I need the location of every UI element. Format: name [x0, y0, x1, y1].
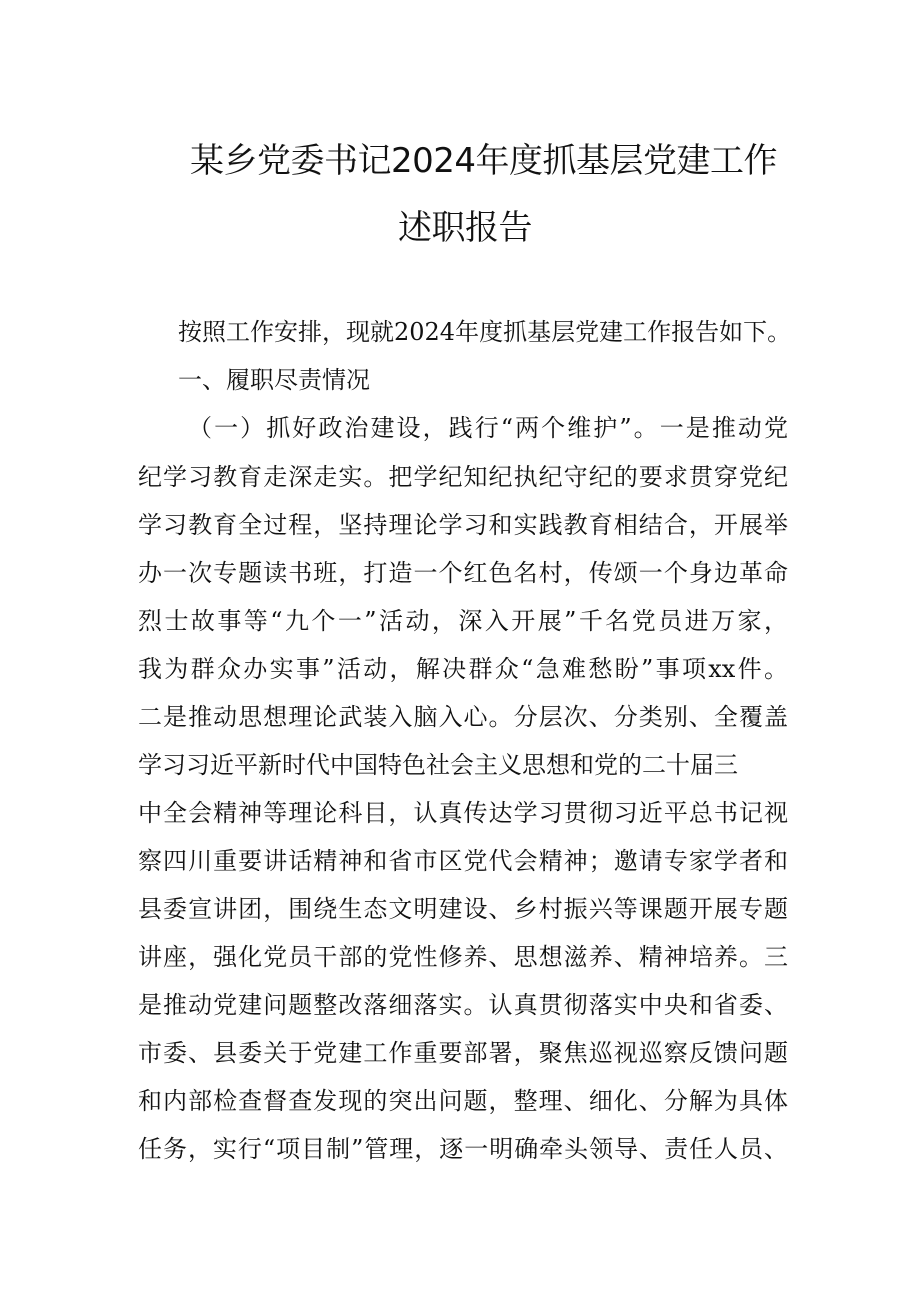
document-title-line-2: 述职报告: [398, 208, 532, 248]
body-line: 学习习近平新时代中国特色社会主义思想和党的二十届三: [138, 751, 738, 779]
paragraph-intro: 按照工作安排，现就2024年度抓基层党建工作报告如下。: [178, 318, 792, 346]
body-line: 察四川重要讲话精神和省市区党代会精神；邀请专家学者和: [138, 847, 788, 875]
body-line: 和内部检查督查发现的突出问题，整理、细化、分解为具体: [138, 1087, 788, 1115]
document-title-line-1: 某乡党委书记2024年度抓基层党建工作: [190, 141, 778, 181]
body-line: 中全会精神等理论科目，认真传达学习贯彻习近平总书记视: [138, 799, 788, 827]
body-line: 我为群众办实事”活动，解决群众“急难愁盼”事项xx件。: [138, 655, 788, 683]
body-line: 二是推动思想理论武装入脑入心。分层次、分类别、全覆盖: [138, 703, 788, 731]
body-line: 是推动党建问题整改落细落实。认真贯彻落实中央和省委、: [138, 991, 788, 1019]
body-line: 市委、县委关于党建工作重要部署，聚焦巡视巡察反馈问题: [138, 1039, 788, 1067]
section-heading: 一、履职尽责情况: [178, 366, 370, 394]
body-line: 办一次专题读书班，打造一个红色名村，传颂一个身边革命: [138, 559, 788, 587]
body-line: 县委宣讲团，围绕生态文明建设、乡村振兴等课题开展专题: [138, 895, 788, 923]
body-line: （一）抓好政治建设，践行“两个维护”。一是推动党: [188, 414, 788, 442]
body-line: 任务，实行“项目制”管理，逐一明确牵头领导、责任人员、: [138, 1135, 788, 1163]
body-line: 纪学习教育走深走实。把学纪知纪执纪守纪的要求贯穿党纪: [138, 463, 788, 491]
body-line: 烈士故事等“九个一”活动，深入开展”千名党员进万家，: [138, 607, 788, 635]
body-line: 讲座，强化党员干部的党性修养、思想滋养、精神培养。三: [138, 943, 788, 971]
body-line: 学习教育全过程，坚持理论学习和实践教育相结合，开展举: [138, 511, 788, 539]
